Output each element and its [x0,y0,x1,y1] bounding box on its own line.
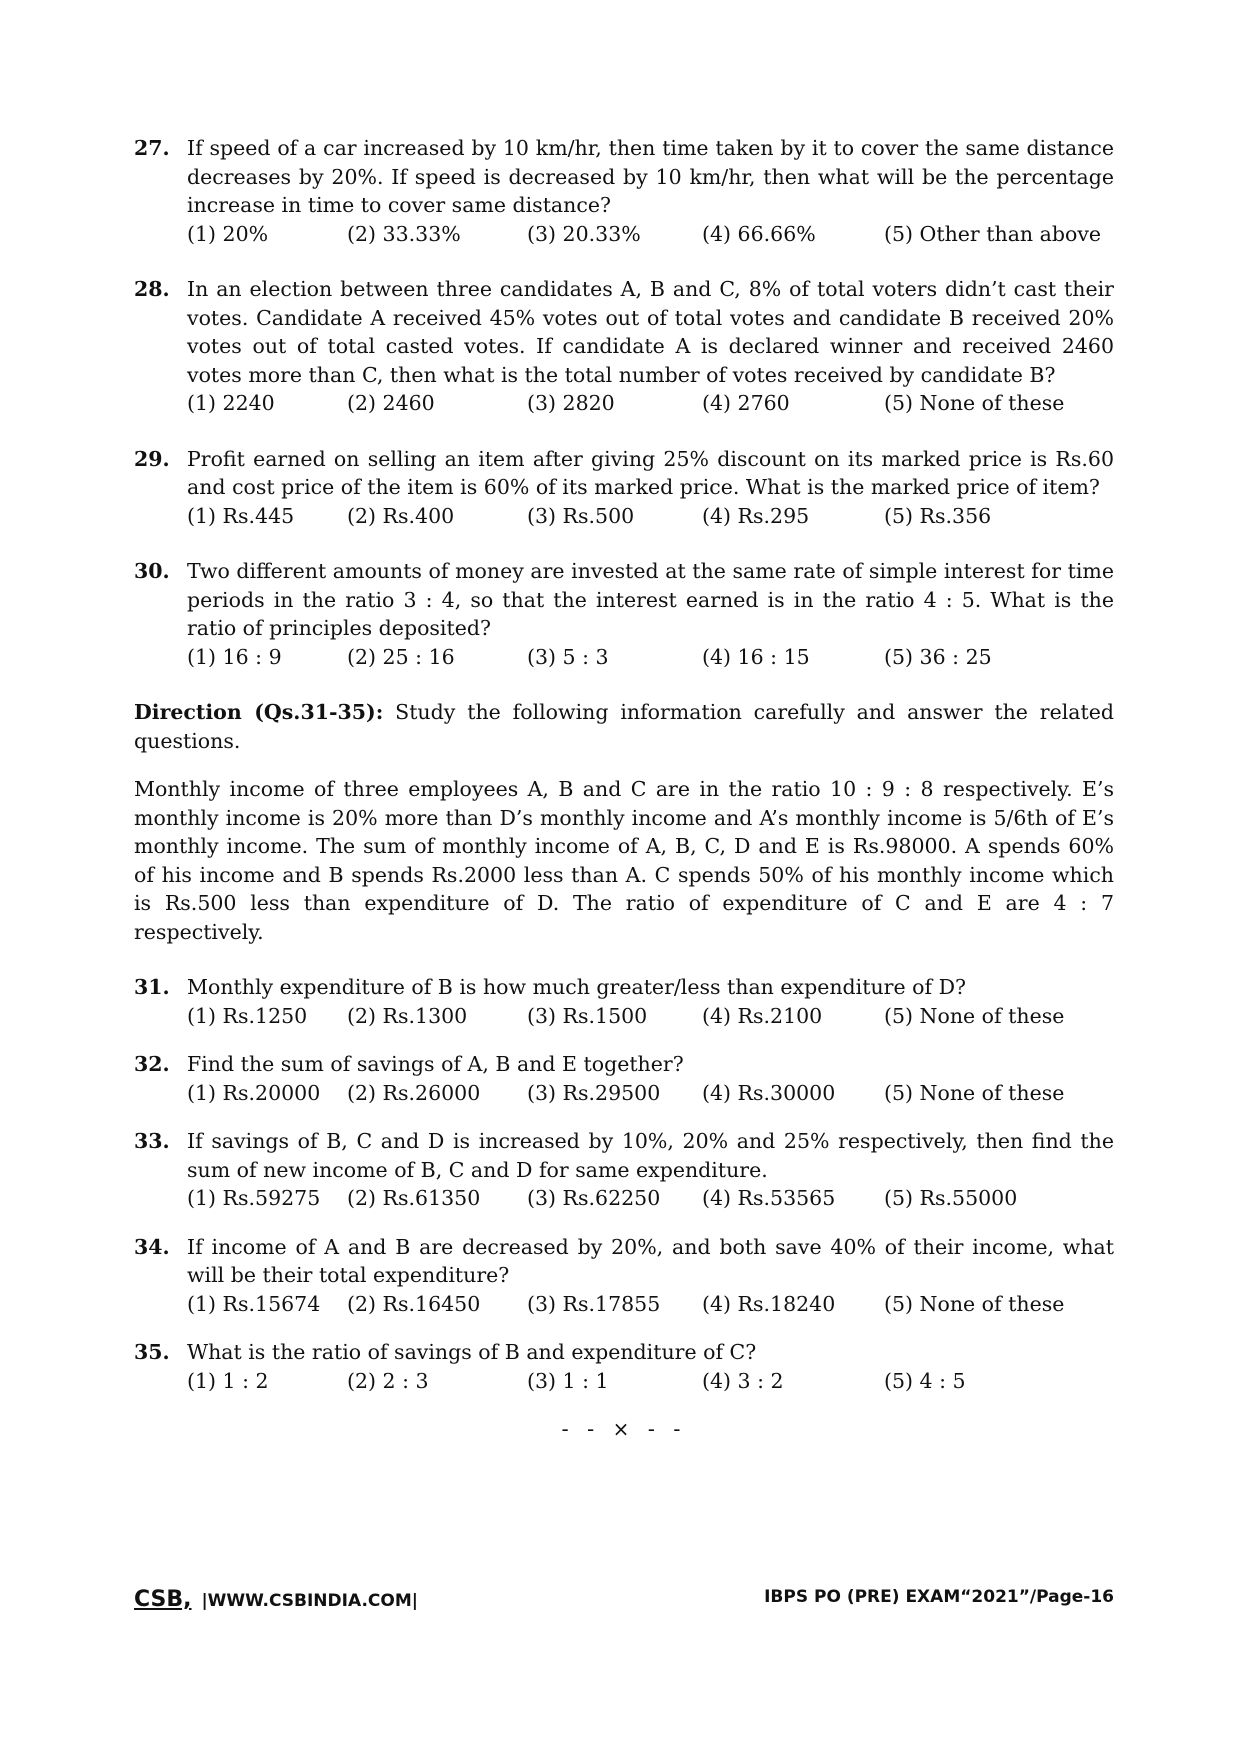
question-block-a [134,134,1114,671]
footer-website: |WWW.CSBINDIA.COM| [201,1591,418,1611]
option: (5) Other than above [884,221,1102,246]
options-row [187,389,1114,418]
question-35 [134,1338,1114,1395]
question-number: 31. [134,975,170,999]
option: (3) 1 : 1 [527,1368,609,1393]
option: (3) Rs.500 [527,503,635,528]
option: (2) 2 : 3 [347,1368,429,1393]
option: (3) 20.33% [527,221,641,246]
option: (4) Rs.295 [702,503,810,528]
page-footer [134,1587,1114,1612]
option: (3) 5 : 3 [527,644,609,669]
question-text: If savings of B, C and D is increased by 10%, 20% and 25% respectively, then find the sum of new income of B, C and D for same expenditure. [187,1129,1114,1182]
direction-paragraph [134,698,1114,755]
option: (1) Rs.15674 [187,1291,321,1316]
question-number: 33. [134,1129,170,1153]
question-text: Two different amounts of money are invested at the same rate of simple interest for time periods in the ratio 3 : 4, so that the interest earned is in the ratio 4 : 5. What is the ratio of principles deposited? [187,559,1114,640]
question-block-b [134,973,1114,1395]
option: (2) Rs.16450 [347,1291,481,1316]
option: (2) Rs.400 [347,503,455,528]
option: (2) 2460 [347,391,435,415]
question-text: Profit earned on selling an item after giving 25% discount on its marked price is Rs.60 and cost price of the item is 60% of its marked price. What is the marked price of item? [187,446,1114,499]
option: (5) 36 : 25 [884,644,992,669]
option: (1) Rs.59275 [187,1186,321,1210]
option: (3) Rs.17855 [527,1291,661,1316]
question-number: 34. [134,1234,170,1259]
options-row [187,1079,1114,1108]
option: (5) 4 : 5 [884,1368,966,1393]
option: (2) Rs.1300 [347,1003,468,1028]
question-page [134,134,1114,1441]
option: (4) 16 : 15 [702,644,810,669]
options-row [187,502,1114,531]
options-row [187,1367,1114,1396]
question-33 [134,1127,1114,1213]
question-30 [134,557,1114,671]
question-number: 35. [134,1340,170,1364]
option: (1) 1 : 2 [187,1368,269,1393]
question-number: 27. [134,136,170,160]
info-paragraph: Monthly income of three employees A, B and C are in the ratio 10 : 9 : 8 respectively. E’s monthly income is 20% more than D’s monthly income and A’s monthly income is 5/6th of E’s monthly income. The sum of monthly income of A, B, C, D and E is Rs.98000. A spends 60% of his income and B spends Rs.2000 less than A. C spends 50% of his monthly income which is Rs.500 less than expenditure of D. The ratio of expenditure of C and E are 4 : 7 respectively. [134,777,1114,944]
option: (5) Rs.356 [884,503,992,528]
option: (2) Rs.26000 [347,1080,481,1105]
question-32 [134,1050,1114,1107]
direction-text: Study the following information carefully and answer the related questions. [134,700,1114,753]
footer-left [134,1587,418,1612]
option: (1) 2240 [187,391,275,415]
option: (2) 33.33% [347,221,461,246]
question-number: 32. [134,1052,170,1076]
option: (5) None of these [884,1080,1065,1105]
question-number: 30. [134,559,170,583]
question-31 [134,973,1114,1030]
options-row [187,1184,1114,1213]
question-text: Monthly expenditure of B is how much greater/less than expenditure of D? [187,975,966,999]
options-row [187,1002,1114,1031]
question-text: In an election between three candidates A, B and C, 8% of total voters didn’t cast their votes. Candidate A received 45% votes out of total votes and candidate B received 20% votes out of total casted votes. If candidate A is declared winner and received 2460 votes more than C, then what is the total number of votes received by candidate B? [187,277,1114,387]
brand-logo-text: CSB, [134,1587,192,1612]
option: (4) 66.66% [702,221,816,246]
question-27 [134,134,1114,248]
question-29 [134,445,1114,531]
option: (3) 2820 [527,391,615,415]
options-row [187,1290,1114,1319]
option: (4) Rs.30000 [702,1080,836,1105]
footer-exam-page: IBPS PO (PRE) EXAM“2021”/Page-16 [764,1587,1114,1607]
option: (5) Rs.55000 [884,1186,1018,1210]
option: (4) Rs.53565 [702,1186,836,1210]
end-separator: - - × - - [561,1417,687,1441]
option: (4) 3 : 2 [702,1368,784,1393]
option: (1) 16 : 9 [187,644,282,669]
option: (3) Rs.62250 [527,1186,661,1210]
direction-label: Direction (Qs.31-35): [134,700,384,724]
question-text: What is the ratio of savings of B and expenditure of C? [187,1340,757,1364]
question-text: If income of A and B are decreased by 20%, and both save 40% of their income, what will be their total expenditure? [187,1234,1114,1287]
question-number: 29. [134,446,170,471]
option: (4) 2760 [702,391,790,415]
option: (1) Rs.1250 [187,1003,308,1028]
option: (1) Rs.445 [187,503,295,528]
option: (1) Rs.20000 [187,1080,321,1105]
option: (3) Rs.1500 [527,1003,648,1028]
option: (2) 25 : 16 [347,644,455,669]
option: (5) None of these [884,391,1065,415]
option: (4) Rs.18240 [702,1291,836,1316]
option: (4) Rs.2100 [702,1003,823,1028]
question-28 [134,275,1114,418]
question-number: 28. [134,277,170,301]
option: (1) 20% [187,221,269,246]
question-text: If speed of a car increased by 10 km/hr, then time taken by it to cover the same distance decreases by 20%. If speed is decreased by 10 km/hr, then what will be the percentage increase in time to cover same distance? [187,136,1114,217]
option: (3) Rs.29500 [527,1080,661,1105]
option: (2) Rs.61350 [347,1186,481,1210]
question-34 [134,1233,1114,1319]
options-row [187,643,1114,672]
option: (5) None of these [884,1003,1065,1028]
option: (5) None of these [884,1291,1065,1316]
options-row [187,220,1114,249]
question-text: Find the sum of savings of A, B and E together? [187,1052,684,1076]
